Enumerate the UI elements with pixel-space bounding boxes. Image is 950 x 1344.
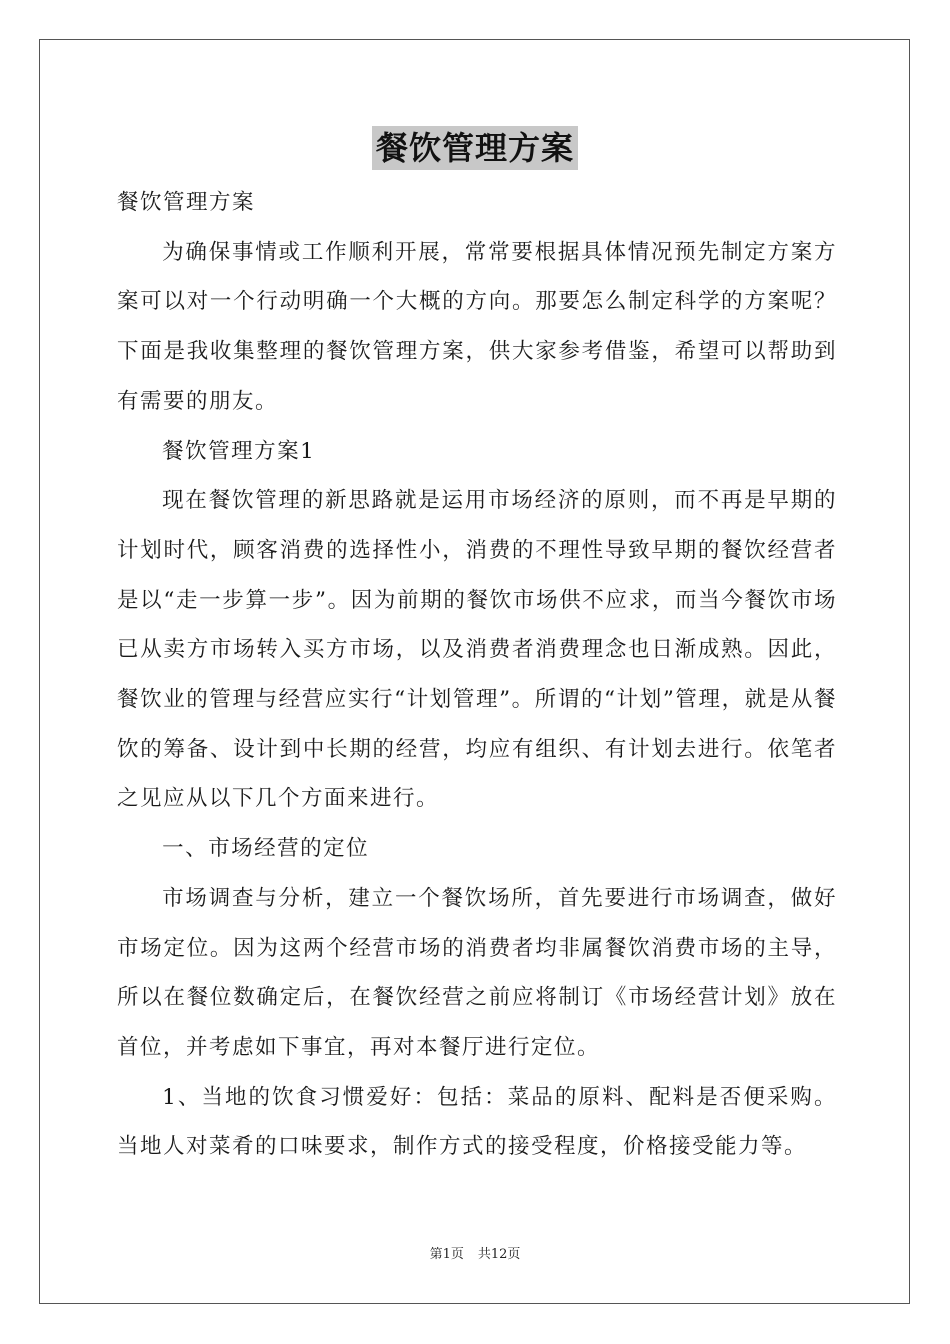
document-title: 餐饮管理方案 xyxy=(372,126,578,170)
paragraph: 1、当地的饮食习惯爱好：包括：菜品的原料、配料是否便采购。当地人对菜肴的口味要求，制作方式的接受程度，价格接受能力等。 xyxy=(117,1084,837,1160)
page-total: 共12页 xyxy=(477,1247,521,1262)
paragraph: 市场调查与分析，建立一个餐饮场所，首先要进行市场调查，做好市场定位。因为这两个经营市场的消费者均非属餐饮消费市场的主导，所以在餐位数确定后，在餐饮经营之前应将制订《市场经营计划》放在首位，并考虑如下事宜，再对本餐厅进行定位。 xyxy=(117,885,837,1060)
section-heading: 餐饮管理方案1 xyxy=(162,438,316,464)
title-container xyxy=(0,126,950,170)
page-number: 第1页 xyxy=(429,1247,464,1262)
paragraph: 现在餐饮管理的新思路就是运用市场经济的原则，而不再是早期的计划时代，顾客消费的选择性小，消费的不理性导致早期的餐饮经营者是以“走一步算一步”。因为前期的餐饮市场供不应求，而当今餐饮市场已从卖方市场转入买方市场，以及消费者消费理念也日渐成熟。因此，餐饮业的管理与经营应实行“计划管理”。所谓的“计划”管理，就是从餐饮的筹备、设计到中长期的经营，均应有组织、有计划去进行。依笔者之见应从以下几个方面来进行。 xyxy=(117,488,837,812)
page-footer xyxy=(0,1246,950,1264)
document-body xyxy=(117,178,837,1172)
paragraph: 为确保事情或工作顺利开展，常常要根据具体情况预先制定方案方案可以对一个行动明确一个大概的方向。那要怎么制定科学的方案呢？下面是我收集整理的餐饮管理方案，供大家参考借鉴，希望可以帮助到有需要的朋友。 xyxy=(117,239,837,414)
section-heading: 一、市场经营的定位 xyxy=(162,836,370,862)
paragraph: 餐饮管理方案 xyxy=(117,190,256,215)
